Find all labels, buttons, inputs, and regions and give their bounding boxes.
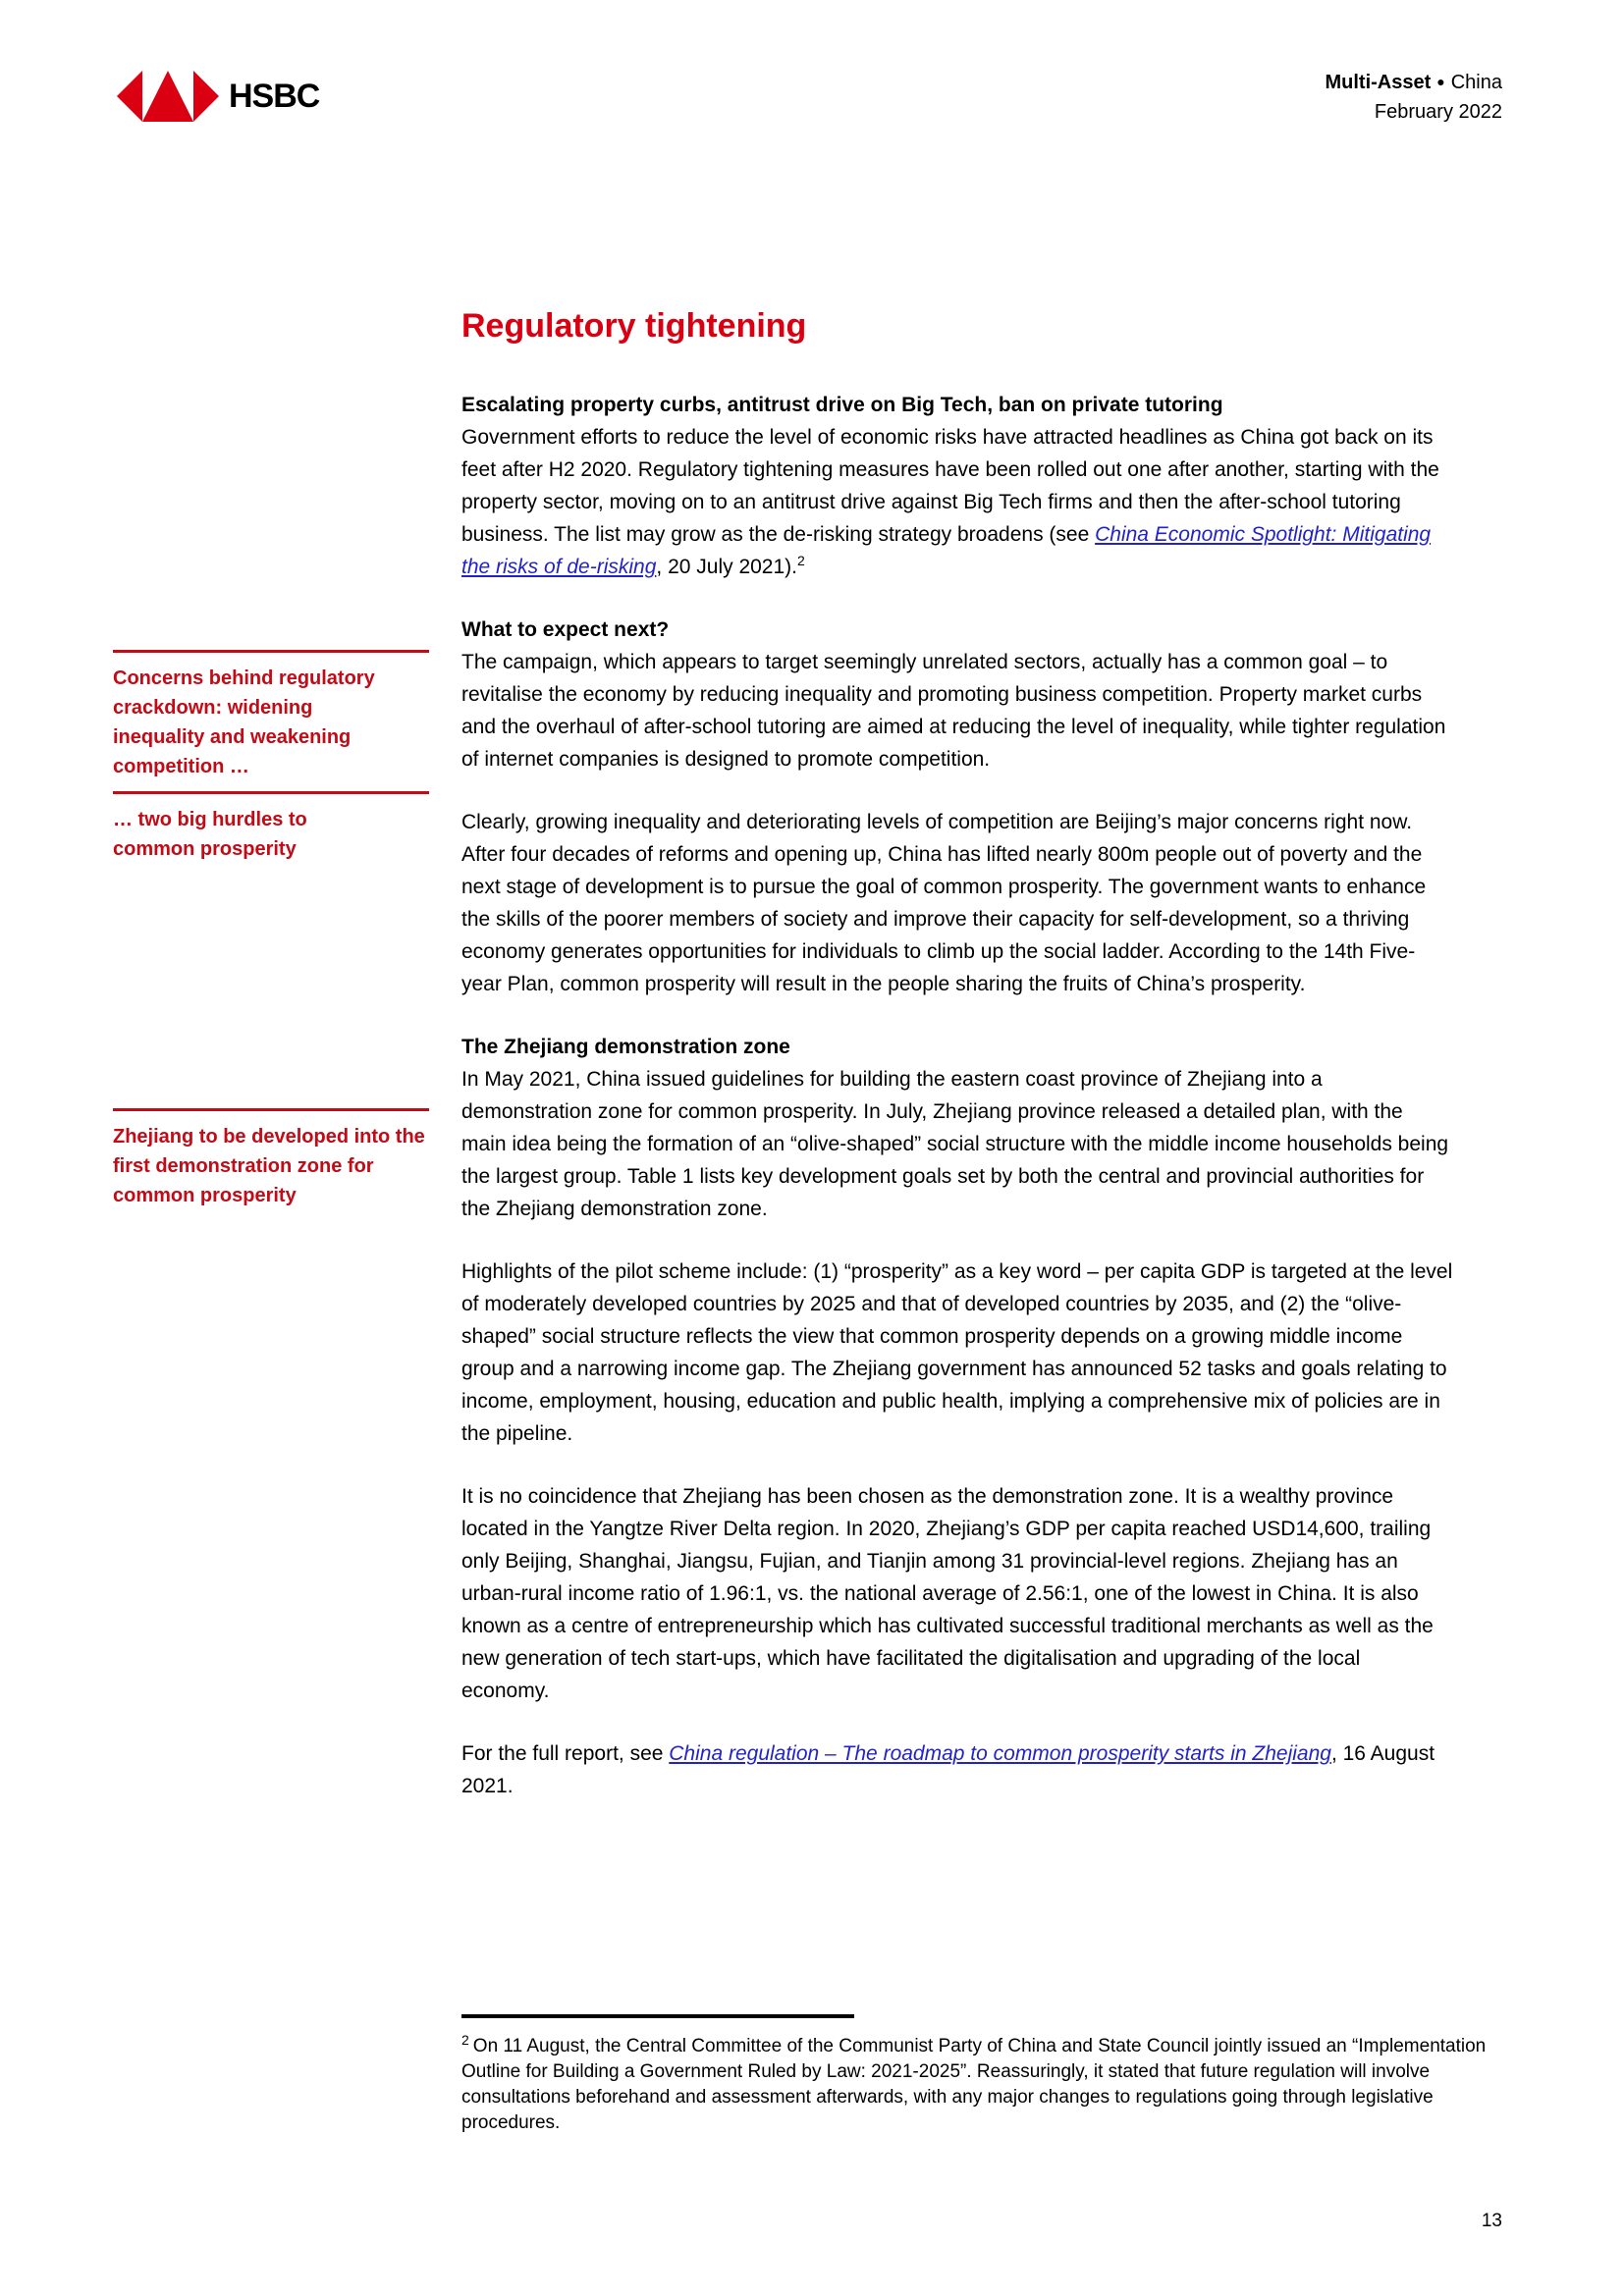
link-china-regulation-roadmap[interactable]: China regulation – The roadmap to common prosperity starts in Zhejiang xyxy=(669,1742,1331,1765)
para-pilot-scheme-highlights: Highlights of the pilot scheme include: (1) “prosperity” as a key word – per capita GDP is targeted at the level of moderately developed countries by 2025 and that of developed countries by 2035, and (2) the “olive-shaped” social structure reflects the view that common prosperity depends on a growing middle income group and a narrowing income gap. The Zhejiang government has announced 52 tasks and goals relating to income, employment, housing, education and public health, implying a comprehensive mix of policies are in the pipeline. xyxy=(461,1260,1453,1445)
report-header xyxy=(1325,67,1502,127)
margin-note-regulatory-concerns: Concerns behind regulatory crackdown: widening inequality and weakening competition … xyxy=(113,650,429,781)
footnote-section xyxy=(461,2014,1502,2136)
para-text: , 16 August 2021. xyxy=(461,1742,1435,1797)
section-heading-zhejiang-zone: The Zhejiang demonstration zone xyxy=(461,1036,790,1058)
para-full-report-reference xyxy=(461,1737,1453,1802)
main-text-column xyxy=(461,306,1453,1833)
para-regulatory-overview xyxy=(461,421,1453,583)
footnote-number: 2 xyxy=(461,2031,469,2048)
hsbc-hexagon-icon xyxy=(116,71,220,122)
footnote-divider xyxy=(461,2014,854,2018)
hsbc-logo xyxy=(116,71,319,122)
para-text: , 20 July 2021). xyxy=(656,556,797,578)
page-number: 13 xyxy=(1481,2211,1502,2231)
section-heading-escalating-curbs: Escalating property curbs, antitrust drive on Big Tech, ban on private tutoring xyxy=(461,394,1223,416)
page-title: Regulatory tightening xyxy=(461,307,807,345)
para-text: Government efforts to reduce the level of economic risks have attracted headlines as China got back on its feet after H2 2020. Regulatory tightening measures have been rolled out one after another, starting with the property sector, moving on to an antitrust drive against Big Tech firms and then the after-school tutoring business. The list may grow as the de-risking strategy broadens (see xyxy=(461,426,1439,546)
report-region: China xyxy=(1450,72,1502,93)
link-china-economic-spotlight[interactable]: China Economic Spotlight: Mitigating the risks of de-risking xyxy=(461,523,1432,578)
para-inequality-competition: Clearly, growing inequality and deteriorating levels of competition are Beijing’s major concerns right now. After four decades of reforms and opening up, China has lifted nearly 800m people out of poverty and the next stage of development is to pursue the goal of common prosperity. The government wants to enhance the skills of the poorer members of society and improve their capacity for self-development, so a thriving economy generates opportunities for individuals to climb up the social ladder. According to the 14th Five-year Plan, common prosperity will result in the people sharing the fruits of China’s prosperity. xyxy=(461,811,1427,995)
para-campaign-goal: The campaign, which appears to target seemingly unrelated sectors, actually has a common goal – to revitalise the economy by reducing inequality and promoting business competition. Property market curbs and the overhaul of after-school tutoring are aimed at reducing the level of inequality, while tighter regulation of internet companies is designed to promote competition. xyxy=(461,651,1446,771)
report-classification xyxy=(1325,67,1502,97)
section-heading-what-to-expect: What to expect next? xyxy=(461,618,670,641)
para-text: For the full report, see xyxy=(461,1742,670,1765)
report-category: Multi-Asset xyxy=(1325,72,1432,93)
footnote-text: On 11 August, the Central Committee of the Communist Party of China and State Council jointly issued an “Implementation Outline for Building a Government Ruled by Law: 2021-2025”. Reassuringly, it stated that future regulation will involve consultations beforehand and assessment afterwards, with any major changes to regulations going through legislative procedures. xyxy=(461,2036,1487,2133)
bullet-separator-icon: ● xyxy=(1436,74,1445,89)
para-zhejiang-wealth: It is no coincidence that Zhejiang has been chosen as the demonstration zone. It is a wealthy province located in the Yangtze River Delta region. In 2020, Zhejiang’s GDP per capita reached USD14,600, trailing only Beijing, Shanghai, Jiangsu, Fujian, and Tianjin among 31 provincial-level regions. Zhejiang has an urban-rural income ratio of 1.96:1, vs. the national average of 2.56:1, one of the lowest in China. It is also known as a centre of entrepreneurship which has cultivated successful traditional merchants as well as the new generation of tech start-ups, which have facilitated the digitalisation and upgrading of the local economy. xyxy=(461,1485,1434,1702)
footnote-reference-2: 2 xyxy=(797,553,805,568)
report-date: February 2022 xyxy=(1374,101,1502,123)
margin-note-two-hurdles: … two big hurdles to common prosperity xyxy=(113,791,429,864)
margin-note-zhejiang-zone: Zhejiang to be developed into the first demonstration zone for common prosperity xyxy=(113,1108,429,1210)
hsbc-wordmark: HSBC xyxy=(229,77,320,115)
footnote-2 xyxy=(461,2031,1502,2136)
para-zhejiang-guidelines: In May 2021, China issued guidelines for building the eastern coast province of Zhejiang into a demonstration zone for common prosperity. In July, Zhejiang province released a detailed plan, with the main idea being the formation of an “olive-shaped” social structure with the middle income households being the largest group. Table 1 lists key development goals set by both the central and provincial authorities for the Zhejiang demonstration zone. xyxy=(461,1068,1449,1220)
